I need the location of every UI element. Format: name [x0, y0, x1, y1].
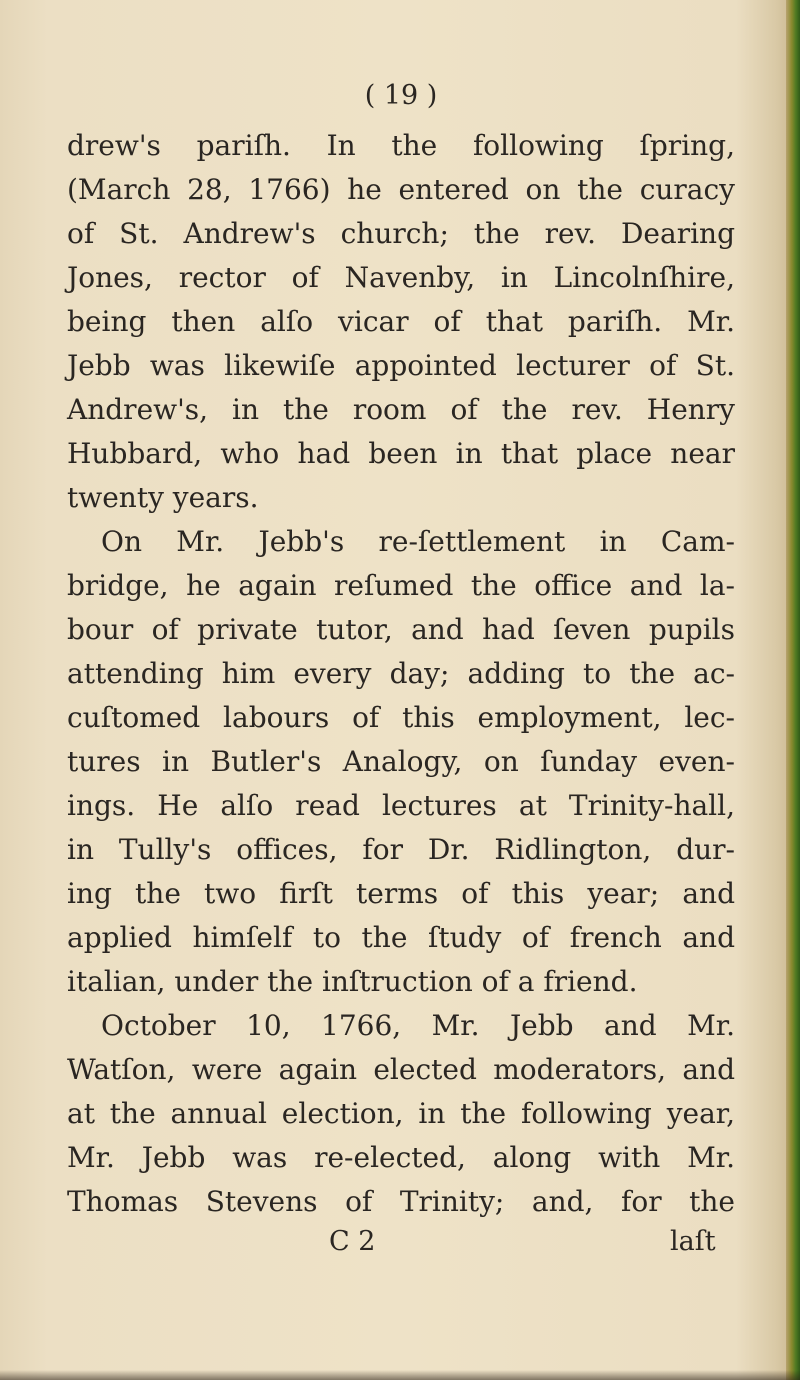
text-line: at the annual election, in the following year,	[67, 1097, 735, 1130]
text-line: applied himſelf to the ſtudy of french and	[67, 921, 735, 954]
text-line: Andrew's, in the room of the rev. Henry	[67, 393, 735, 426]
text-line: On Mr. Jebb's re-ſettlement in Cam-	[101, 525, 735, 558]
text-line: October 10, 1766, Mr. Jebb and Mr.	[101, 1009, 735, 1042]
page-bottom-shadow	[0, 1370, 800, 1380]
text-line: Thomas Stevens of Trinity; and, for the	[67, 1185, 735, 1218]
text-line: drew's pariſh. In the following ſpring,	[67, 129, 735, 162]
text-line: bridge, he again reſumed the office and la-	[67, 569, 735, 602]
text-line: Mr. Jebb was re-elected, along with Mr.	[67, 1141, 735, 1174]
catchword: laſt	[670, 1226, 716, 1257]
text-line: ing the two firſt terms of this year; and	[67, 877, 735, 910]
text-line: Jebb was likewiſe appointed lecturer of St.	[67, 349, 735, 382]
text-line: twenty years.	[67, 481, 259, 514]
text-line: Watſon, were again elected moderators, and	[67, 1053, 735, 1086]
text-line: ings. He alſo read lectures at Trinity-hall,	[67, 789, 735, 822]
text-line: Jones, rector of Navenby, in Lincolnſhire,	[67, 261, 735, 294]
text-line: of St. Andrew's church; the rev. Dearing	[67, 217, 735, 250]
text-line: being then alſo vicar of that pariſh. Mr.	[67, 305, 735, 338]
text-line: italian, under the inſtruction of a friend.	[67, 965, 638, 998]
text-line: (March 28, 1766) he entered on the curacy	[67, 173, 735, 206]
text-line: cuſtomed labours of this employment, lec-	[67, 701, 735, 734]
page-number: ( 19 )	[364, 80, 438, 111]
text-line: attending him every day; adding to the ac-	[67, 657, 735, 690]
text-line: Hubbard, who had been in that place near	[67, 437, 735, 470]
page-footer	[67, 1222, 735, 1262]
signature-mark: C 2	[329, 1226, 376, 1257]
text-line: bour of private tutor, and had ſeven pupils	[67, 613, 735, 646]
text-line: in Tully's offices, for Dr. Ridlington, dur-	[67, 833, 735, 866]
page-edge	[786, 0, 800, 1380]
text-line: tures in Butler's Analogy, on ſunday even-	[67, 745, 735, 778]
